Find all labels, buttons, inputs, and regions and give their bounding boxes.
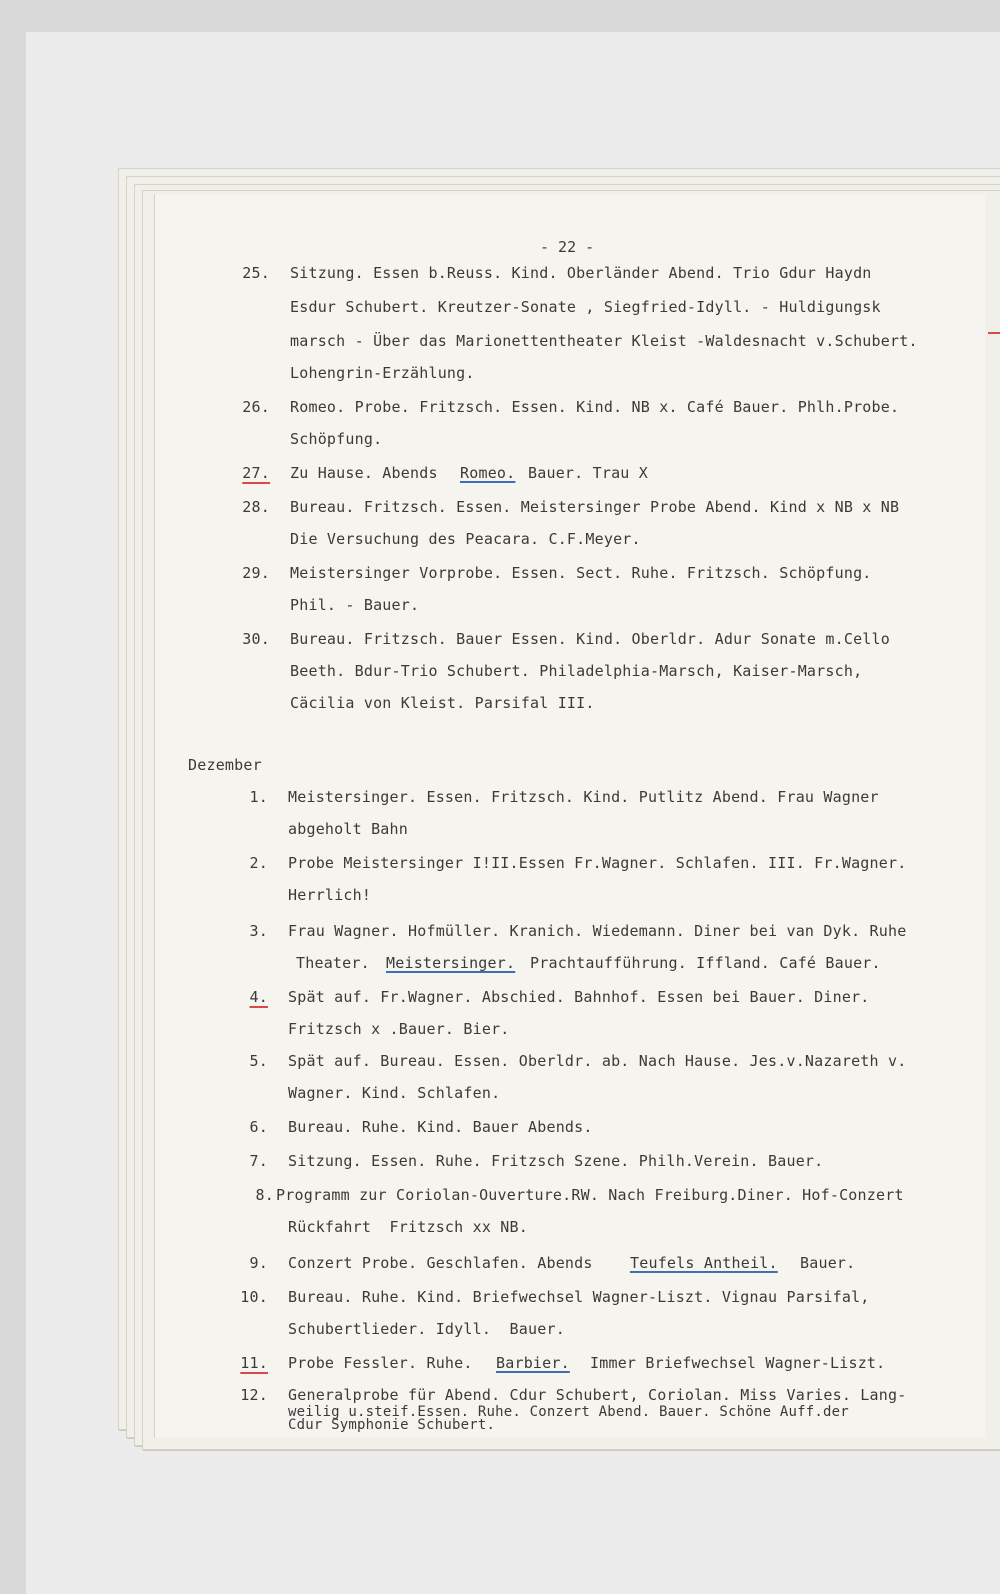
entry-line: Schöpfung.: [290, 430, 383, 448]
entry-line: Rückfahrt Fritzsch xx NB.: [288, 1218, 528, 1236]
month-heading: Dezember: [188, 756, 262, 774]
entry-line-underlined: Meistersinger.: [386, 954, 516, 972]
entry-line: Esdur Schubert. Kreutzer-Sonate , Siegfried-Idyll. - Huldigungsk: [290, 298, 881, 316]
entry-line: Theater.: [296, 954, 370, 972]
entry-line: abgeholt Bahn: [288, 820, 408, 838]
entry-line: weilig u.steif.Essen. Ruhe. Conzert Abend. Bauer. Schöne Auff.der: [288, 1404, 849, 1420]
entry-number: 25.: [242, 264, 270, 282]
entry-line: Romeo. Probe. Fritzsch. Essen. Kind. NB x. Café Bauer. Phlh.Probe.: [290, 398, 900, 416]
entry-line: Cdur Symphonie Schubert.: [288, 1417, 496, 1433]
entry-number: 3.: [249, 922, 268, 940]
entry-line: Bauer.: [800, 1254, 856, 1272]
entry-line: Sitzung. Essen b.Reuss. Kind. Oberländer Abend. Trio Gdur Haydn: [290, 264, 872, 282]
entry-number: 6.: [249, 1118, 268, 1136]
entry-line: Probe Meistersinger I!II.Essen Fr.Wagner. Schlafen. III. Fr.Wagner.: [288, 854, 907, 872]
entry-line: Bureau. Fritzsch. Essen. Meistersinger Probe Abend. Kind x NB x NB: [290, 498, 900, 516]
entry-number: 8.: [255, 1186, 274, 1204]
entry-line: Sitzung. Essen. Ruhe. Fritzsch Szene. Philh.Verein. Bauer.: [288, 1152, 824, 1170]
entry-number: 26.: [242, 398, 270, 416]
entry-number: 1.: [249, 788, 268, 806]
entry-line: Probe Fessler. Ruhe.: [288, 1354, 473, 1372]
entry-line-underlined: Barbier.: [496, 1354, 570, 1372]
entry-number: 2.: [249, 854, 268, 872]
entry-line: Lohengrin-Erzählung.: [290, 364, 475, 382]
page-number: - 22 -: [540, 238, 595, 256]
entry-line: Wagner. Kind. Schlafen.: [288, 1084, 501, 1102]
entry-line: Bureau. Ruhe. Kind. Bauer Abends.: [288, 1118, 593, 1136]
entry-line: Frau Wagner. Hofmüller. Kranich. Wiedemann. Diner bei van Dyk. Ruhe: [288, 922, 907, 940]
entry-line: Bureau. Ruhe. Kind. Briefwechsel Wagner-Liszt. Vignau Parsifal,: [288, 1288, 870, 1306]
entry-line: Immer Briefwechsel Wagner-Liszt.: [590, 1354, 886, 1372]
entry-number: 28.: [242, 498, 270, 516]
entry-line: Generalprobe für Abend. Cdur Schubert, Coriolan. Miss Varies. Lang-: [288, 1386, 907, 1404]
entry-line: Spät auf. Fr.Wagner. Abschied. Bahnhof. Essen bei Bauer. Diner.: [288, 988, 870, 1006]
entry-line: Beeth. Bdur-Trio Schubert. Philadelphia-Marsch, Kaiser-Marsch,: [290, 662, 863, 680]
entry-line-underlined: Romeo.: [460, 464, 516, 482]
entry-line: Bureau. Fritzsch. Bauer Essen. Kind. Oberldr. Adur Sonate m.Cello: [290, 630, 890, 648]
entry-number: 7.: [249, 1152, 268, 1170]
entry-line: Spät auf. Bureau. Essen. Oberldr. ab. Nach Hause. Jes.v.Nazareth v.: [288, 1052, 907, 1070]
entry-line-underlined: Teufels Antheil.: [630, 1254, 778, 1272]
entry-line: Prachtaufführung. Iffland. Café Bauer.: [530, 954, 881, 972]
entry-number: 10.: [240, 1288, 268, 1306]
entry-number: 11.: [240, 1354, 268, 1372]
entry-number: 4.: [249, 988, 268, 1006]
entry-number: 5.: [249, 1052, 268, 1070]
entry-line: Die Versuchung des Peacara. C.F.Meyer.: [290, 530, 641, 548]
entry-line: Cäcilia von Kleist. Parsifal III.: [290, 694, 595, 712]
entry-line: Phil. - Bauer.: [290, 596, 420, 614]
entry-line: Conzert Probe. Geschlafen. Abends: [288, 1254, 593, 1272]
entry-line: marsch - Über das Marionettentheater Kleist -Waldesnacht v.Schubert.: [290, 332, 918, 350]
entry-line: Schubertlieder. Idyll. Bauer.: [288, 1320, 565, 1338]
entry-number: 30.: [242, 630, 270, 648]
entry-number: 12.: [240, 1386, 268, 1404]
entry-line: Meistersinger. Essen. Fritzsch. Kind. Putlitz Abend. Frau Wagner: [288, 788, 879, 806]
entry-line: Meistersinger Vorprobe. Essen. Sect. Ruhe. Fritzsch. Schöpfung.: [290, 564, 872, 582]
entry-line: Herrlich!: [288, 886, 372, 904]
entry-number: 27.: [242, 464, 270, 482]
entry-number: 9.: [249, 1254, 268, 1272]
entry-line: Zu Hause. Abends: [290, 464, 438, 482]
entry-line: Programm zur Coriolan-Ouverture.RW. Nach Freiburg.Diner. Hof-Conzert: [276, 1186, 904, 1204]
entry-line: Bauer. Trau X: [528, 464, 648, 482]
entry-number: 29.: [242, 564, 270, 582]
entry-line: Fritzsch x .Bauer. Bier.: [288, 1020, 510, 1038]
